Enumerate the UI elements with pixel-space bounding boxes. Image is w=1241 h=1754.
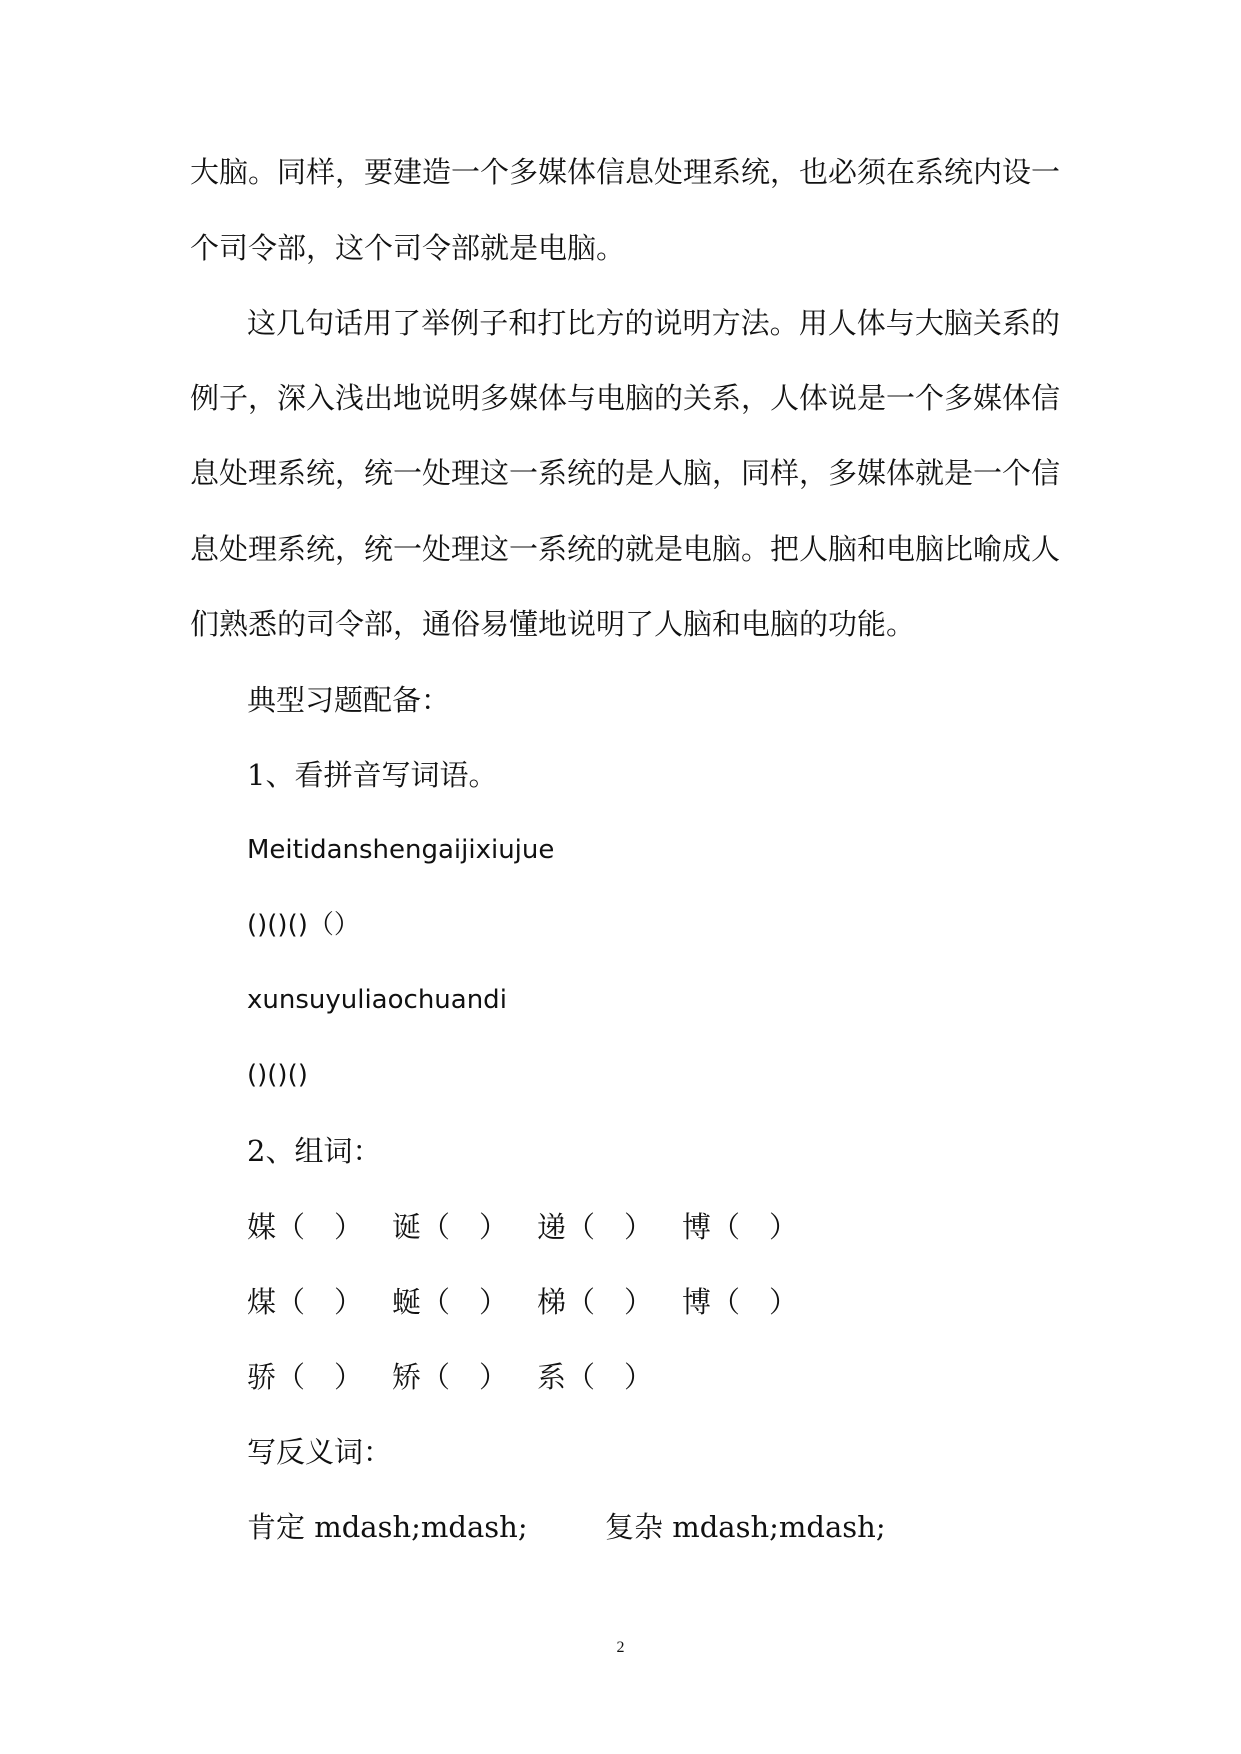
exercises-heading: 典型习题配备： [247,683,451,717]
word-item: 蜒（ ） [392,1285,509,1319]
paragraph-1-line-2: 个司令部，这个司令部就是电脑。 [190,231,626,265]
word-item: 梯（ ） [537,1285,654,1319]
paragraph-2-line-1: 这几句话用了举例子和打比方的说明方法。用人体与大脑关系的 [247,306,1060,340]
question-1-title: 1、看拼音写词语。 [247,758,498,792]
question-2-title: 2、组词： [247,1134,382,1168]
paragraph-2-line-2: 例子，深入浅出地说明多媒体与电脑的关系，人体说是一个多媒体信 [190,381,1061,415]
antonym-item: 肯定 mdash;mdash; [247,1510,528,1544]
paragraph-1-line-1: 大脑。同样，要建造一个多媒体信息处理系统，也必须在系统内设一 [190,155,1061,189]
paragraph-2-line-3: 息处理系统，统一处理这一系统的是人脑，同样，多媒体就是一个信 [190,456,1061,490]
antonyms-title: 写反义词： [247,1435,393,1469]
word-item: 媒（ ） [247,1210,364,1244]
blanks-line-2: ()()() [247,1060,308,1090]
word-item: 诞（ ） [392,1210,509,1244]
paragraph-2-line-4: 息处理系统，统一处理这一系统的就是电脑。把人脑和电脑比喻成人 [190,532,1061,566]
word-item: 骄（ ） [247,1360,364,1394]
word-item: 系（ ） [537,1360,654,1394]
paragraph-2-line-5: 们熟悉的司令部，通俗易懂地说明了人脑和电脑的功能。 [190,607,916,641]
word-item: 煤（ ） [247,1285,364,1319]
word-item: 博（ ） [682,1285,799,1319]
page-number: 2 [616,1639,625,1656]
word-item: 博（ ） [682,1210,799,1244]
pinyin-line-2: xunsuyuliaochuandi [247,985,507,1015]
word-item: 递（ ） [537,1210,654,1244]
pinyin-line-1: Meitidanshengaijixiujue [247,835,555,865]
word-item: 矫（ ） [392,1360,509,1394]
blanks-line-1: ()()()（） [247,910,360,940]
antonym-item: 复杂 mdash;mdash; [605,1510,886,1544]
